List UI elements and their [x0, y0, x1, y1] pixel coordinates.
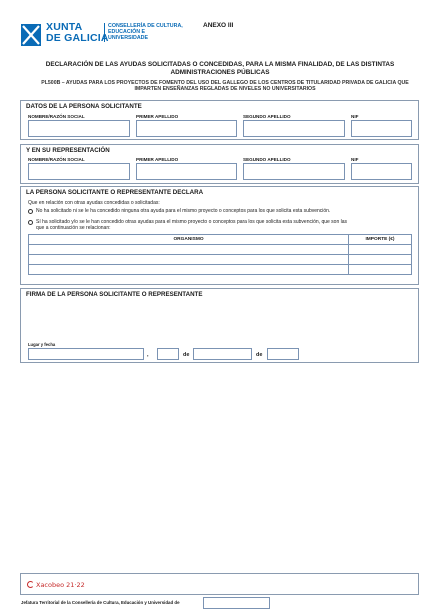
- xacobeo-logo: Xacobeo 21·22: [27, 581, 85, 589]
- field-label-apellido2: SEGUNDO APELLIDO: [243, 157, 291, 162]
- document-title: DECLARACIÓN DE LAS AYUDAS SOLICITADAS O CONCEDIDAS, PARA LA MISMA FINALIDAD, DE LAS DISTINTAS ADMINISTRACIONES PÚBLICAS: [45, 61, 395, 76]
- nif-input[interactable]: [351, 120, 412, 137]
- col-importe: IMPORTE (€): [349, 235, 412, 245]
- organismo-cell[interactable]: [29, 265, 349, 275]
- importe-cell[interactable]: [349, 265, 412, 275]
- de-separator: de: [183, 352, 190, 358]
- section-representacion: [20, 144, 419, 184]
- importe-cell[interactable]: [349, 245, 412, 255]
- xunta-logo: [20, 21, 183, 52]
- field-label-nif: NIF: [351, 114, 359, 119]
- option-si-ayudas-radio[interactable]: [28, 220, 33, 225]
- section-title: Y EN SU REPRESENTACIÓN: [26, 147, 110, 154]
- lugar-fecha-label: Lugar y fecha: [28, 342, 56, 347]
- section-solicitante: [20, 100, 419, 140]
- logo-wordmark: XUNTA DE GALICIA: [46, 21, 109, 44]
- xunta-emblem-icon: [20, 22, 42, 48]
- comma-separator: ,: [147, 352, 149, 358]
- organismo-cell[interactable]: [29, 255, 349, 265]
- importe-cell[interactable]: [349, 255, 412, 265]
- anexo-label: ANEXO III: [203, 22, 234, 29]
- organismo-cell[interactable]: [29, 245, 349, 255]
- section-firma: [20, 288, 419, 363]
- option-no-ayudas-radio[interactable]: [28, 209, 33, 214]
- table-row: [29, 255, 412, 265]
- section-declara: [20, 186, 419, 285]
- rep-nombre-input[interactable]: [28, 163, 130, 180]
- ayudas-table: [28, 234, 412, 275]
- jefatura-input[interactable]: [203, 597, 270, 609]
- field-label-nombre: NOMBRE/RAZÓN SOCIAL: [28, 157, 85, 162]
- nombre-input[interactable]: [28, 120, 130, 137]
- apellido2-input[interactable]: [243, 120, 345, 137]
- xacobeo-emblem-icon: [27, 581, 34, 588]
- field-label-apellido1: PRIMER APELLIDO: [136, 157, 179, 162]
- col-organismo: ORGANISMO: [29, 235, 349, 245]
- apellido1-input[interactable]: [136, 120, 237, 137]
- procedure-code: PL500B – AYUDAS PARA LOS PROYECTOS DE FOMENTO DEL USO DEL GALLEGO DE LOS CENTROS DE TITULARIDAD PRIVADA DE GALICIA QUE IMPARTEN ENSEÑANZAS REGLADAS DE NIVELES NO UNIVERSITARIOS: [41, 80, 409, 93]
- table-row: [29, 245, 412, 255]
- de-separator: de: [256, 352, 263, 358]
- rep-apellido2-input[interactable]: [243, 163, 345, 180]
- footer-box: [20, 573, 419, 595]
- field-label-nombre: NOMBRE/RAZÓN SOCIAL: [28, 114, 85, 119]
- field-label-apellido1: PRIMER APELLIDO: [136, 114, 179, 119]
- option-si-ayudas-label-cont: que a continuación se relacionan:: [36, 225, 111, 231]
- section-title: FIRMA DE LA PERSONA SOLICITANTE O REPRESENTANTE: [26, 291, 203, 298]
- jefatura-label: Jefatura Territorial de la Consellería de Cultura, Educación y Universidad de: [21, 600, 180, 605]
- table-row: [29, 265, 412, 275]
- option-no-ayudas-label: No ha solicitado ni se le ha concedido ninguna otra ayuda para el mismo proyecto o conceptos para los que solicita esta subvención.: [36, 208, 331, 214]
- lugar-input[interactable]: [28, 348, 144, 360]
- mes-input[interactable]: [193, 348, 252, 360]
- dia-input[interactable]: [157, 348, 179, 360]
- section-title: LA PERSONA SOLICITANTE O REPRESENTANTE DECLARA: [26, 189, 204, 196]
- section-title: DATOS DE LA PERSONA SOLICITANTE: [26, 103, 142, 110]
- conselleria-label: CONSELLERÍA DE CULTURA, EDUCACIÓN E UNIVERSIDADE: [104, 23, 184, 42]
- anio-input[interactable]: [267, 348, 299, 360]
- rep-apellido1-input[interactable]: [136, 163, 237, 180]
- field-label-nif: NIF: [351, 157, 359, 162]
- field-label-apellido2: SEGUNDO APELLIDO: [243, 114, 291, 119]
- rep-nif-input[interactable]: [351, 163, 412, 180]
- declara-intro: Que en relación con otras ayudas concedidas o solicitadas:: [28, 200, 160, 206]
- option-si-ayudas-label: Sí ha solicitado y/o se le han concedido otras ayudas para el mismo proyecto o conceptos para los que solicita esta subvención, que son las: [36, 219, 348, 225]
